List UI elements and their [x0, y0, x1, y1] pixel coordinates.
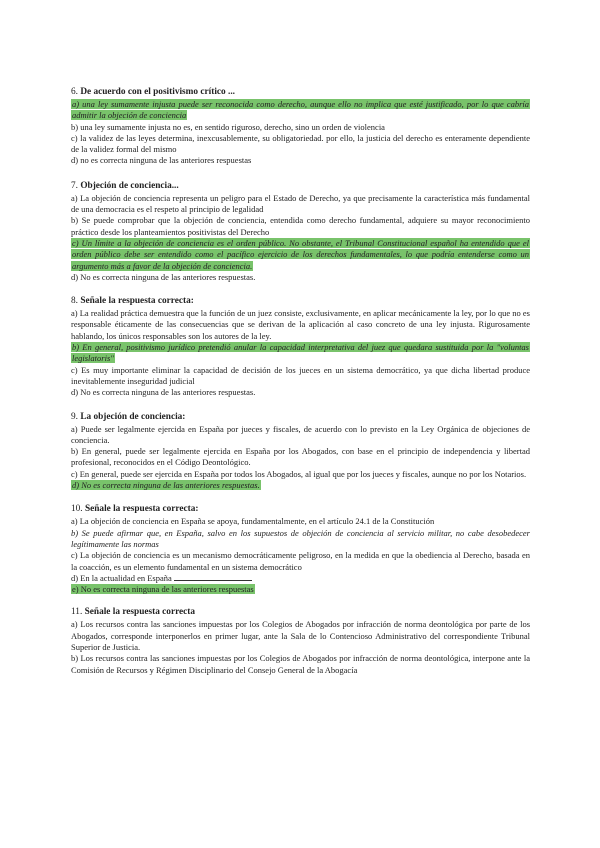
highlighted-answer: c) Un límite a la objeción de conciencia es el orden público. No obstante, el Tribunal Constitucional español ha entendido que el orden público debe ser entendido como el pacífico ejercicio de los derechos fundamentales, lo que podría entenderse como un argumento más a favor de la objeción de conciencia.	[72, 237, 529, 271]
question-number: 7.	[71, 180, 78, 191]
option-c[interactable]: c) La objeción de conciencia es un mecanismo democráticamente peligroso, en la medida en que la obediencia al Derecho, basada en la coacción, es un elemento fundamental en un sistema democrático	[71, 550, 530, 572]
question-title	[71, 295, 530, 307]
option-a[interactable]: a) Puede ser legalmente ejercida en España por jueces y fiscales, de acuerdo con lo previsto en la Ley Orgánica de objeciones de conciencia.	[71, 423, 530, 445]
question-title	[71, 606, 530, 618]
highlighted-answer: e) No es correcta ninguna de las anteriores respuestas	[72, 584, 254, 595]
option-b[interactable]: b) una ley sumamente injusta no es, en sentido riguroso, derecho, sino un orden de violencia	[71, 121, 385, 132]
option-e[interactable]	[71, 584, 530, 595]
question-number: 11.	[71, 607, 83, 618]
option-a[interactable]	[71, 99, 530, 122]
highlighted-answer: b) En general, positivismo jurídico pretendió anular la capacidad interpretativa del juez que quedara sustituida por la "voluntas legislatoris"	[72, 342, 529, 364]
option-a[interactable]: a) La objeción de conciencia en España se apoya, fundamentalmente, en el artículo 24.1 de la Constitución	[71, 516, 435, 527]
question-text: Señale la respuesta correcta:	[80, 296, 194, 307]
option-d[interactable]	[71, 573, 530, 584]
question-11	[71, 606, 530, 675]
question-text: Objeción de conciencia...	[80, 180, 179, 191]
question-text: De acuerdo con el positivismo crítico ...	[80, 87, 235, 97]
option-b[interactable]: b) Los recursos contra las sanciones impuestas por los Colegios de Abogados por infracción de norma deontológica, interpone ante la Comisión de Recursos y Régimen Disciplinario del Consejo General de la Abogacía	[71, 653, 530, 675]
question-number: 6.	[71, 87, 78, 97]
question-7	[71, 180, 530, 283]
option-b[interactable]	[71, 342, 530, 365]
option-c[interactable]: c) la validez de las leyes determina, inexcusablemente, su obligatoriedad. por ello, la justicia del derecho es enteramente dependiente de la validez formal del mismo	[71, 132, 530, 155]
question-number: 9.	[71, 411, 78, 422]
option-a[interactable]: a) La realidad práctica demuestra que la función de un juez consiste, exclusivamente, en aplicar mecánicamente la ley, por lo que no es responsable éticamente de las consecuencias que se derivan de la aplicación al caso concreto de una ley injusta. Rigurosamente hablando, los únicos responsables son los autores de la ley.	[71, 308, 530, 341]
question-title	[71, 86, 530, 98]
highlighted-answer: d) No es correcta ninguna de las anteriores respuestas.	[72, 480, 260, 491]
option-d[interactable]: d) No es correcta ninguna de las anteriores respuestas.	[71, 271, 256, 282]
question-title	[71, 503, 530, 515]
question-10	[71, 503, 530, 595]
question-number: 10.	[71, 504, 83, 515]
option-b[interactable]: b) Se puede comprobar que la objeción de conciencia, entendida como derecho fundamental, adquiere su mayor reconocimiento práctico desde los planteamientos positivistas del Derecho	[71, 215, 530, 237]
option-b[interactable]: b) En general, puede ser legalmente ejercida en España por los Abogados, con base en el principio de independencia y libertad profesional, reconocidos en el Código Deontológico.	[71, 446, 530, 468]
option-d[interactable]	[71, 480, 530, 491]
question-6	[71, 86, 530, 167]
option-c[interactable]: c) En general, puede ser ejercida en España por todos los Abogados, al igual que por los jueces y fiscales, aunque no por los Notarios.	[71, 468, 527, 479]
question-8	[71, 295, 530, 398]
option-d[interactable]: d) No es correcta ninguna de las anteriores respuestas.	[71, 387, 256, 398]
option-a[interactable]: a) La objeción de conciencia representa un peligro para el Estado de Derecho, ya que precisamente la característica más fundamental de una democracia es el respeto al principio de legalidad	[71, 192, 530, 215]
option-d-text: d) En la actualidad en España	[71, 572, 172, 583]
blank-line	[174, 573, 252, 581]
option-b[interactable]: b) Se puede afirmar que, en España, salvo en los supuestos de objeción de conciencia al servicio militar, no cabe desobedecer legítimamente las normas	[71, 527, 530, 549]
question-text: Señale la respuesta correcta:	[84, 504, 199, 515]
highlighted-answer: a) una ley sumamente injusta puede ser reconocida como derecho, aunque ello no implica que esté justificado, por lo que cabría admitir la objeción de conciencia	[72, 99, 529, 121]
question-number: 8.	[71, 296, 78, 307]
question-title	[71, 180, 530, 192]
question-title	[71, 411, 530, 423]
option-a[interactable]: a) Los recursos contra las sanciones impuestas por los Colegios de Abogados por infracción de norma deontológica por parte de los Abogados, corresponde interponerlos en primer lugar, ante la Sala de lo Contencioso Administrativo del correspondiente Tribunal Superior de Justicia.	[71, 619, 530, 652]
option-c[interactable]: c) Es muy importante eliminar la capacidad de decisión de los jueces en un sistema democrático, ya que dicha libertad produce inevitablemente inseguridad judicial	[71, 364, 530, 386]
question-text: La objeción de conciencia:	[80, 411, 186, 422]
question-9	[71, 411, 530, 492]
option-d[interactable]: d) no es correcta ninguna de las anteriores respuestas	[71, 155, 252, 166]
question-text: Señale la respuesta correcta	[84, 607, 196, 618]
option-c[interactable]	[71, 238, 530, 272]
